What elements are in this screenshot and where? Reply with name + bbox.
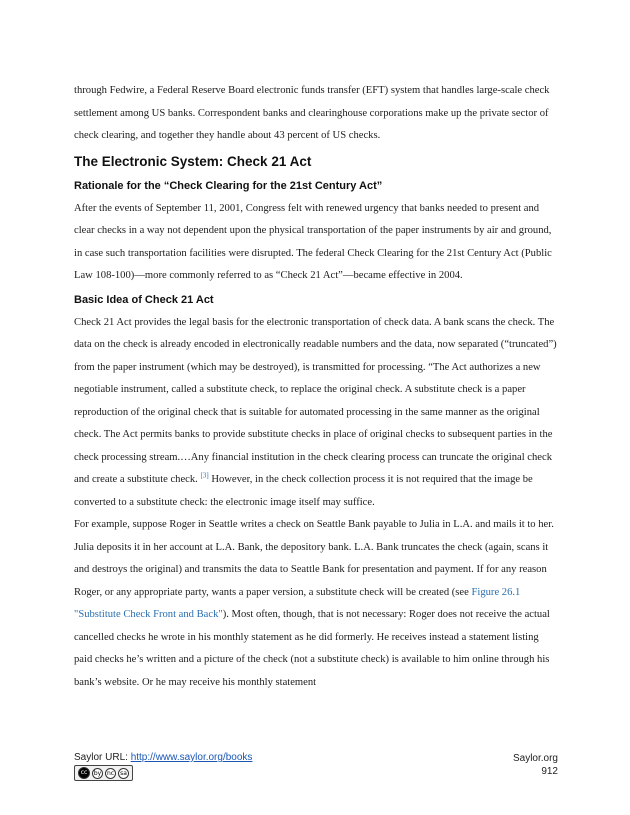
basic-idea-text: Check 21 Act provides the legal basis for the electronic transportation of check data. A bank scans the check. The data on the check is already encoded in electronically readable numbers and the data, now separated (“truncated”) from the paper instrument (which may be destroyed), is transmitted for processing. “The Act authorizes a new negotiable instrument, called a substitute check, to replace the original check. A substitute check is a paper reproduction of the original check that is suitable for automated processing in the same manner as the original check. The Act permits banks to provide substitute checks in place of original checks to subsequent parties in the check processing stream.…Any financial institution in the check clearing process can truncate the original check and create a substitute check. bbox=[74, 316, 557, 485]
intro-paragraph: through Fedwire, a Federal Reserve Board electronic funds transfer (EFT) system that handles large-scale check settlement among US banks. Correspondent banks and clearinghouse corporations make up the private sector of check clearing, and together they handle about 43 percent of US checks. bbox=[74, 85, 550, 141]
cc-icon: cc bbox=[78, 767, 90, 779]
sa-icon: sa bbox=[118, 768, 129, 779]
by-icon: by bbox=[93, 769, 102, 777]
subheading-basic-idea: Basic Idea of Check 21 Act bbox=[74, 293, 214, 306]
footer-right bbox=[513, 752, 558, 778]
page-number: 912 bbox=[541, 766, 558, 777]
footer-url-label: Saylor URL: bbox=[74, 752, 131, 763]
rationale-paragraph: After the events of September 11, 2001, Congress felt with renewed urgency that banks needed to present and clear checks in a way not dependent upon the physical transportation of the paper instruments by air and ground, in case such transportation facilities were disrupted. The federal Check Clearing for the 21st Century Act (Public Law 108-100)—more commonly referred to as “Check 21 Act”—became effective in 2004. bbox=[74, 202, 552, 281]
figure-link[interactable]: Figure 26.1 "Substitute Check Front and Back" bbox=[74, 586, 521, 620]
footnote-link[interactable]: [3] bbox=[200, 471, 209, 480]
footer-url-link[interactable]: http://www.saylor.org/books bbox=[130, 752, 253, 763]
section-heading: The Electronic System: Check 21 Act bbox=[74, 153, 312, 169]
page-footer bbox=[74, 752, 558, 781]
subheading-rationale: Rationale for the “Check Clearing for the 21st Century Act” bbox=[74, 179, 383, 192]
nc-icon: nc bbox=[106, 769, 115, 777]
footer-site: Saylor.org bbox=[512, 753, 558, 764]
example-paragraph bbox=[74, 514, 558, 694]
example-text: For example, suppose Roger in Seattle writes a check on Seattle Bank payable to Julia in L.A. and mails it to her. Julia deposits it in her account at L.A. Bank, the depository bank. L.A. Bank truncates the check (again, scans it and destroys the original) and transmits the data to Seattle Bank for presentation and payment. If for any reason Roger, or any appropriate party, wants a paper version, a substitute check will be created (see bbox=[74, 519, 554, 598]
basic-idea-paragraph bbox=[74, 312, 558, 515]
footer-url-line bbox=[74, 752, 558, 763]
creative-commons-license-icon bbox=[74, 765, 133, 781]
page-content bbox=[74, 80, 558, 694]
basic-idea-text-continued: However, in the check collection process it is not required that the image be converted to a substitute check: the electronic image itself may suffice. bbox=[74, 474, 533, 508]
example-text-continued: ). Most often, though, that is not necessary: Roger does not receive the actual cancelled checks he wrote in his monthly statement as he did formerly. He receives instead a statement listing paid checks he’s written and a picture of the check (not a substitute check) is available to him online through his bank’s website. Or he may receive his monthly statement bbox=[74, 609, 550, 688]
